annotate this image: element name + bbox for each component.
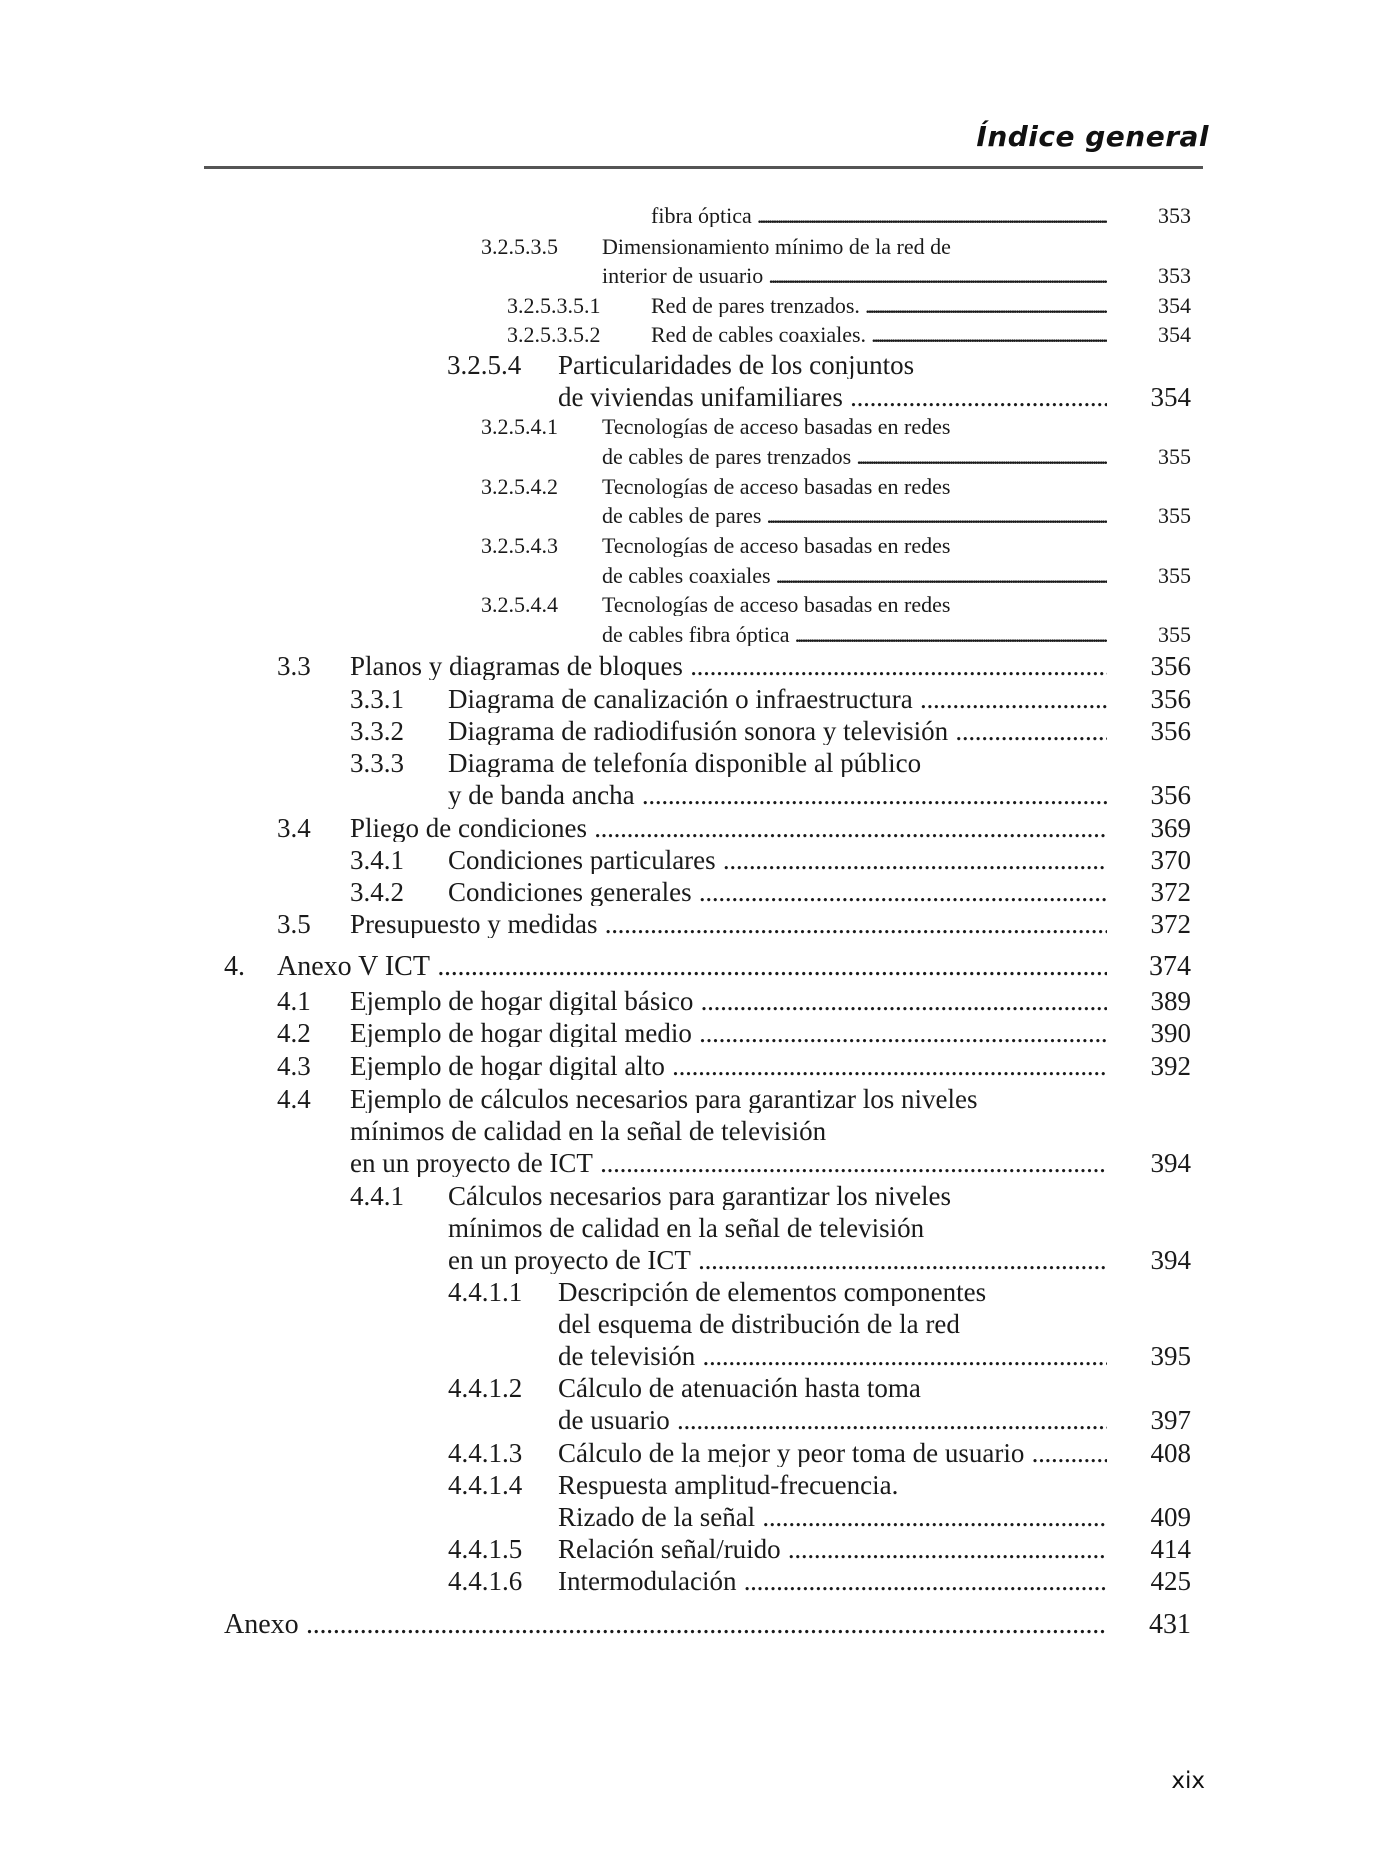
toc-entry-number: 3.2.5.4.1 <box>481 414 558 439</box>
toc-entry-title-text: de televisión <box>558 1343 699 1370</box>
toc-entry-title[interactable] <box>448 1215 928 1242</box>
toc-entry-title-text: Diagrama de canalización o infraestructura <box>448 686 917 713</box>
toc-entry-page: 395 <box>1150 1341 1191 1371</box>
toc-entry-title[interactable] <box>602 594 954 616</box>
toc-entry-title-text: Tecnologías de acceso basadas en redes <box>602 476 954 498</box>
toc-entry-page: 414 <box>1150 1534 1191 1564</box>
toc-entry-title[interactable] <box>602 416 954 438</box>
toc-entry-title-text: Ejemplo de cálculos necesarios para garantizar los niveles <box>350 1086 982 1113</box>
toc-entry-title-text: Diagrama de radiodifusión sonora y televisión <box>448 718 952 745</box>
toc-entry-page: 354 <box>1158 293 1191 318</box>
toc-entry-number: 3.2.5.4.3 <box>481 533 558 558</box>
toc-entry-number: 3.2.5.3.5.1 <box>507 293 601 318</box>
toc-entry-title-text: Anexo <box>224 1611 303 1639</box>
toc-entry-number: 4.4.1.5 <box>448 1534 523 1564</box>
toc-entry-title[interactable] <box>350 815 1107 842</box>
toc-entry-page: 392 <box>1150 1051 1191 1081</box>
toc-entry-title-text: Particularidades de los conjuntos <box>558 352 918 379</box>
toc-entry-number: 3.4.2 <box>350 877 404 907</box>
toc-entry-title[interactable] <box>651 205 1107 227</box>
toc-entry-title-text: fibra óptica <box>651 205 756 227</box>
toc-entry-title[interactable] <box>602 624 1107 646</box>
toc-entry-number: 3.2.5.4.2 <box>481 474 558 499</box>
toc-entry-title-text: Red de pares trenzados. <box>651 295 864 317</box>
toc-entry-title[interactable] <box>602 535 954 557</box>
toc-entry-page: 408 <box>1150 1438 1191 1468</box>
toc-entry-title[interactable] <box>651 295 1107 317</box>
toc-entry-title[interactable] <box>558 1375 925 1402</box>
toc-entry-title[interactable] <box>602 446 1107 468</box>
toc-entry-number: 4.2 <box>277 1018 311 1048</box>
toc-entry-title-text: Intermodulación <box>558 1568 740 1595</box>
toc-entry-page: 389 <box>1150 986 1191 1016</box>
toc-entry-title-text: Cálculos necesarios para garantizar los niveles <box>448 1183 955 1210</box>
toc-entry-number: 4.3 <box>277 1051 311 1081</box>
toc-entry-title[interactable] <box>558 1568 1107 1595</box>
toc-entry-title-text: de cables de pares trenzados <box>602 446 855 468</box>
toc-entry-page: 431 <box>1149 1609 1191 1640</box>
toc-entry-page: 354 <box>1150 382 1191 412</box>
toc-entry-title-text: de cables fibra óptica <box>602 624 794 646</box>
toc-entry-number: 4.4.1.2 <box>448 1373 523 1403</box>
toc-entry-number: 3.3.2 <box>350 716 404 746</box>
toc-entry-title-text: de cables coaxiales <box>602 565 775 587</box>
toc-entry-number: 4.4 <box>277 1084 311 1114</box>
toc-entry-page: 356 <box>1150 651 1191 681</box>
toc-entry-title[interactable] <box>448 847 1107 874</box>
toc-entry-page: 390 <box>1150 1018 1191 1048</box>
page-header-title: Índice general <box>976 120 1209 153</box>
toc-entry-title-text: Tecnologías de acceso basadas en redes <box>602 594 954 616</box>
toc-entry-title[interactable] <box>350 1118 830 1145</box>
toc-entry-title-text: interior de usuario <box>602 265 767 287</box>
toc-entry-title-text: en un proyecto de ICT <box>448 1247 695 1274</box>
toc-entry-page: 355 <box>1158 563 1191 588</box>
toc-entry-title[interactable] <box>350 1150 1107 1177</box>
toc-entry-number: 3.5 <box>277 909 311 939</box>
toc-entry-title-text: Condiciones particulares <box>448 847 720 874</box>
toc-entry-page: 370 <box>1150 845 1191 875</box>
toc-entry-page: 355 <box>1158 622 1191 647</box>
toc-entry-title-text: Tecnologías de acceso basadas en redes <box>602 416 954 438</box>
toc-entry-title-text: en un proyecto de ICT <box>350 1150 597 1177</box>
toc-entry-title-text: Pliego de condiciones <box>350 815 591 842</box>
toc-entry-number: 4.4.1.4 <box>448 1470 523 1500</box>
toc-entry-page: 356 <box>1150 780 1191 810</box>
toc-entry-title-text: de usuario <box>558 1407 674 1434</box>
toc-entry-title[interactable] <box>350 1053 1107 1080</box>
toc-entry-page: 355 <box>1158 444 1191 469</box>
toc-entry-title[interactable] <box>558 1279 990 1306</box>
toc-entry-page: 369 <box>1150 813 1191 843</box>
toc-entry-number: 3.3 <box>277 651 311 681</box>
toc-entry-page: 356 <box>1150 684 1191 714</box>
toc-entry-page: 394 <box>1150 1245 1191 1275</box>
toc-entry-page: 409 <box>1150 1502 1191 1532</box>
toc-entry-title-text: mínimos de calidad en la señal de televisión <box>448 1215 928 1242</box>
toc-entry-title-text: Ejemplo de hogar digital alto <box>350 1053 669 1080</box>
toc-entry-title[interactable] <box>350 1086 982 1113</box>
toc-entry-title[interactable] <box>558 1440 1107 1467</box>
toc-entry-title-text: Ejemplo de hogar digital medio <box>350 1020 696 1047</box>
toc-entry-title-text: de cables de pares <box>602 505 765 527</box>
toc-entry-title-text: y de banda ancha <box>448 782 639 809</box>
toc-entry-title-text: Planos y diagramas de bloques <box>350 653 687 680</box>
toc-entry-number: 4.4.1.3 <box>448 1438 523 1468</box>
toc-entry-title-text: Cálculo de la mejor y peor toma de usuario <box>558 1440 1028 1467</box>
toc-entry-number: 4. <box>224 951 245 982</box>
toc-entry-title[interactable] <box>558 1407 1107 1434</box>
toc-entry-title[interactable] <box>558 1343 1107 1370</box>
toc-entry-page: 425 <box>1150 1566 1191 1596</box>
toc-entry-number: 4.1 <box>277 986 311 1016</box>
toc-entry-page: 394 <box>1150 1148 1191 1178</box>
toc-entry-title-text: Ejemplo de hogar digital básico <box>350 988 697 1015</box>
toc-entry-title[interactable] <box>448 1247 1107 1274</box>
toc-entry-title[interactable] <box>448 686 1107 713</box>
toc-entry-number: 3.3.3 <box>350 748 404 778</box>
toc-entry-title[interactable] <box>558 1472 902 1499</box>
toc-entry-title-text: Anexo V ICT <box>277 953 434 981</box>
toc-entry-page: 374 <box>1149 951 1191 982</box>
toc-entry-title[interactable] <box>602 476 954 498</box>
toc-entry-title-text: Tecnologías de acceso basadas en redes <box>602 535 954 557</box>
toc-entry-title[interactable] <box>558 1536 1107 1563</box>
toc-entry-title[interactable] <box>558 1311 964 1338</box>
toc-entry-title-text: del esquema de distribución de la red <box>558 1311 964 1338</box>
toc-entry-page: 353 <box>1158 263 1191 288</box>
toc-entry-number: 3.4 <box>277 813 311 843</box>
toc-entry-title[interactable] <box>448 1183 955 1210</box>
toc-entry-page: 354 <box>1158 322 1191 347</box>
toc-entry-title[interactable] <box>602 236 955 258</box>
toc-entry-title-text: Condiciones generales <box>448 879 696 906</box>
toc-entry-title[interactable] <box>350 1020 1107 1047</box>
toc-entry-number: 4.4.1.6 <box>448 1566 523 1596</box>
toc-entry-number: 4.4.1 <box>350 1181 404 1211</box>
toc-entry-number: 3.3.1 <box>350 684 404 714</box>
toc-entry-page: 356 <box>1150 716 1191 746</box>
toc-entry-title[interactable] <box>448 879 1107 906</box>
toc-entry-title[interactable] <box>558 384 1107 411</box>
toc-entry-title[interactable] <box>350 988 1107 1015</box>
toc-entry-title[interactable] <box>558 352 918 379</box>
toc-entry-title-text: Descripción de elementos componentes <box>558 1279 990 1306</box>
toc-entry-number: 3.2.5.3.5 <box>481 234 558 259</box>
toc-entry-page: 355 <box>1158 503 1191 528</box>
toc-entry-title[interactable] <box>350 653 1107 680</box>
toc-entry-page: 372 <box>1150 877 1191 907</box>
toc-entry-title[interactable] <box>448 782 1107 809</box>
toc-entry-title[interactable] <box>350 911 1107 938</box>
toc-entry-page: 372 <box>1150 909 1191 939</box>
toc-entry-number: 3.2.5.3.5.2 <box>507 322 601 347</box>
page-number: xix <box>1171 1768 1205 1794</box>
toc-entry-title-text: Red de cables coaxiales. <box>651 324 870 346</box>
toc-entry-title[interactable] <box>448 750 925 777</box>
toc-entry-number: 4.4.1.1 <box>448 1277 523 1307</box>
toc-entry-title-text: Cálculo de atenuación hasta toma <box>558 1375 925 1402</box>
toc-entry-title[interactable] <box>602 505 1107 527</box>
toc-entry-title[interactable] <box>277 953 1107 981</box>
toc-entry-title-text: de viviendas unifamiliares <box>558 384 847 411</box>
toc-entry-title[interactable] <box>602 265 1107 287</box>
toc-entry-title-text: Respuesta amplitud-frecuencia. <box>558 1472 902 1499</box>
toc-entry-number: 3.2.5.4.4 <box>481 592 558 617</box>
toc-entry-title[interactable] <box>448 718 1107 745</box>
toc-entry-page: 397 <box>1150 1405 1191 1435</box>
toc-entry-title-text: Rizado de la señal <box>558 1504 759 1531</box>
toc-entry-title[interactable] <box>224 1611 1107 1639</box>
toc-entry-title-text: Relación señal/ruido <box>558 1536 785 1563</box>
toc-entry-title-text: Diagrama de telefonía disponible al público <box>448 750 925 777</box>
toc-entry-title[interactable] <box>651 324 1107 346</box>
toc-entry-title-text: Dimensionamiento mínimo de la red de <box>602 236 955 258</box>
toc-entry-number: 3.4.1 <box>350 845 404 875</box>
toc-entry-title[interactable] <box>558 1504 1107 1531</box>
toc-entry-title-text: mínimos de calidad en la señal de televisión <box>350 1118 830 1145</box>
toc-entry-title[interactable] <box>602 565 1107 587</box>
toc-entry-page: 353 <box>1158 203 1191 228</box>
toc-entry-title-text: Presupuesto y medidas <box>350 911 601 938</box>
toc-entry-number: 3.2.5.4 <box>447 350 522 380</box>
